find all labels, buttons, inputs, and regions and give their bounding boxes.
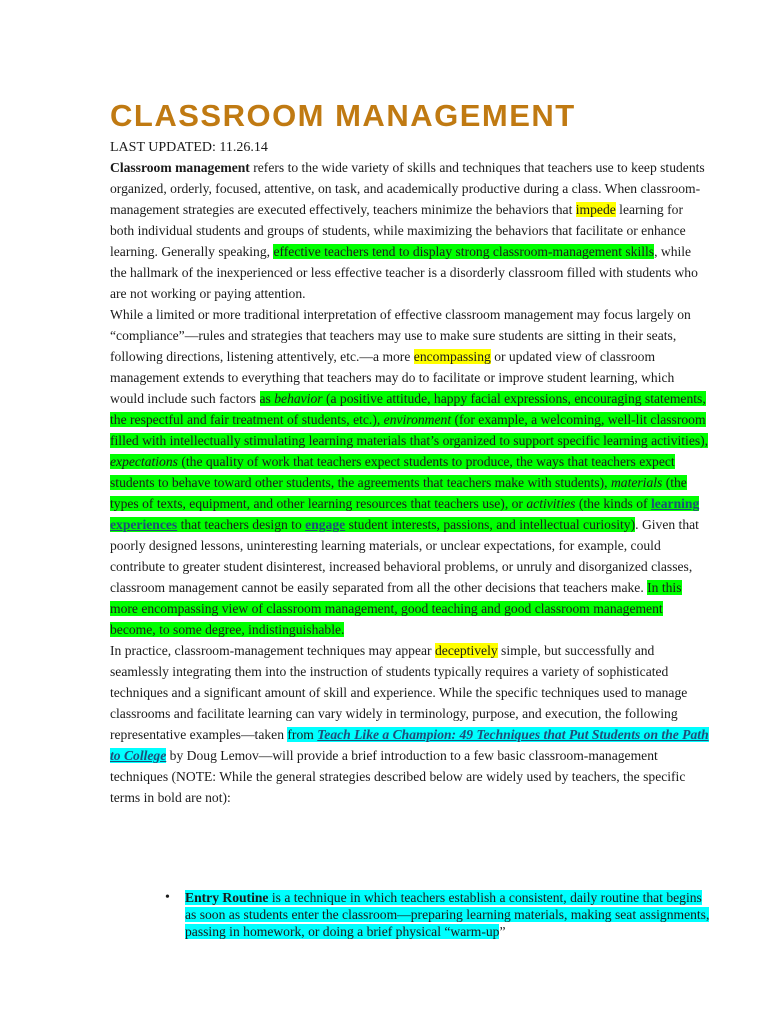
highlight-effective-teachers: effective teachers tend to display strong classroom-management skills [273, 244, 655, 259]
factors-text-2: (a positive attitude, happy facial expressions, encouraging statements, the respectful and fair treatment of students, etc.), [110, 391, 706, 427]
p1-text-1: refers to the wide variety of skills and techniques that teachers use to keep students organized, orderly, focused, attentive, on task, and academically productive during a class. When classroom-management strategies are executed effectively, teachers minimize the behaviors that [110, 160, 705, 217]
term-classroom-management: Classroom management [110, 160, 250, 175]
p2-text-3: . Given that poorly designed lessons, uninteresting learning materials, or unclear expectations, for example, could contribute to greater student disinterest, increased behavioral problems, or unruly and disorganized classes, classroom management cannot be easily separated from all the other decisions that teachers make. [110, 517, 699, 595]
entry-routine-text: is a technique in which teachers establish a consistent, daily routine that begins as soon as students enter the classroom—preparing learning materials, making seat assignments, passing in homework, or doing a brief physical “warm-up [185, 890, 710, 939]
factors-text-5: (the types of texts, equipment, and other learning resources that teachers use), or [110, 475, 687, 511]
list-item [165, 889, 710, 940]
p2-text-2: or updated view of classroom management extends to everything that teachers may do to facilitate or improve student learning, which would include such factors [110, 349, 675, 406]
link-engage[interactable]: engage [305, 517, 346, 532]
factor-environment: environment [383, 412, 452, 427]
paragraph-3 [110, 640, 710, 808]
last-updated: LAST UPDATED: 11.26.14 [110, 140, 268, 155]
entry-routine-highlight [185, 890, 709, 939]
p3-text-1: In practice, classroom-management techniques may appear [110, 643, 435, 658]
factors-text-7: that teachers design to [177, 517, 306, 532]
factors-text-1: as [259, 391, 275, 406]
p1-text-2: learning for both individual students and groups of students, while maximizing the behaviors that facilitate or enhance learning. Generally speaking, [110, 202, 686, 259]
page-title: CLASSROOM MANAGEMENT [110, 98, 576, 133]
link-teach-like-a-champion[interactable]: Teach Like a Champion: 49 Techniques that Put Students on the Path to College [110, 727, 709, 763]
paragraph-1 [110, 157, 710, 304]
highlight-impede: impede [575, 202, 616, 217]
factors-text-8: student interests, passions, and intellectual curiosity) [345, 517, 636, 532]
factor-activities: activities [526, 496, 576, 511]
document-body [110, 157, 710, 808]
factors-text-6: (the kinds of [575, 496, 651, 511]
book-from-text: from [287, 727, 318, 742]
p1-text-3: , while the hallmark of the inexperienced or less effective teacher is a disorderly classroom filled with students who are not working or paying attention. [110, 244, 698, 301]
highlight-factors [110, 391, 708, 532]
highlight-indistinguishable: In this more encompassing view of classroom management, good teaching and good classroom management become, to some degree, indistinguishable. [110, 580, 682, 637]
factors-text-4: (the quality of work that teachers expect students to produce, the ways that teachers expect students to behave toward other students, the agreements that teachers make with students), [110, 454, 675, 490]
entry-routine-tail: ” [499, 924, 506, 939]
technique-list [165, 889, 710, 940]
highlight-encompassing: encompassing [413, 349, 491, 364]
p3-text-3: by Doug Lemov—will provide a brief introduction to a few basic classroom-management techniques (NOTE: While the general strategies described below are widely used by teachers, the specific terms in bold are not): [110, 748, 686, 805]
p3-text-2: simple, but successfully and seamlessly integrating them into the instruction of students typically requires a variety of sophisticated techniques and a significant amount of skill and experience. While the specific techniques used to manage classrooms and facilitate learning can vary widely in terminology, purpose, and execution, the following representative examples—taken [110, 643, 688, 742]
p2-text-1: While a limited or more traditional interpretation of effective classroom management may focus largely on “compliance”—rules and strategies that teachers may use to make sure students are sitting in their seats, following directions, listening attentively, etc.—a more [110, 307, 691, 364]
link-learning-experiences[interactable]: learning experiences [110, 496, 700, 532]
highlight-deceptively: deceptively [434, 643, 498, 658]
factor-behavior: behavior [274, 391, 323, 406]
factor-materials: materials [610, 475, 663, 490]
term-entry-routine: Entry Routine [185, 890, 269, 905]
bullet-icon: • [165, 890, 170, 905]
factor-expectations: expectations [110, 454, 178, 469]
factors-text-3: (for example, a welcoming, well-lit classroom filled with intellectually stimulating learning materials that’s organized to support specific learning activities), [110, 412, 709, 448]
paragraph-2 [110, 304, 710, 640]
